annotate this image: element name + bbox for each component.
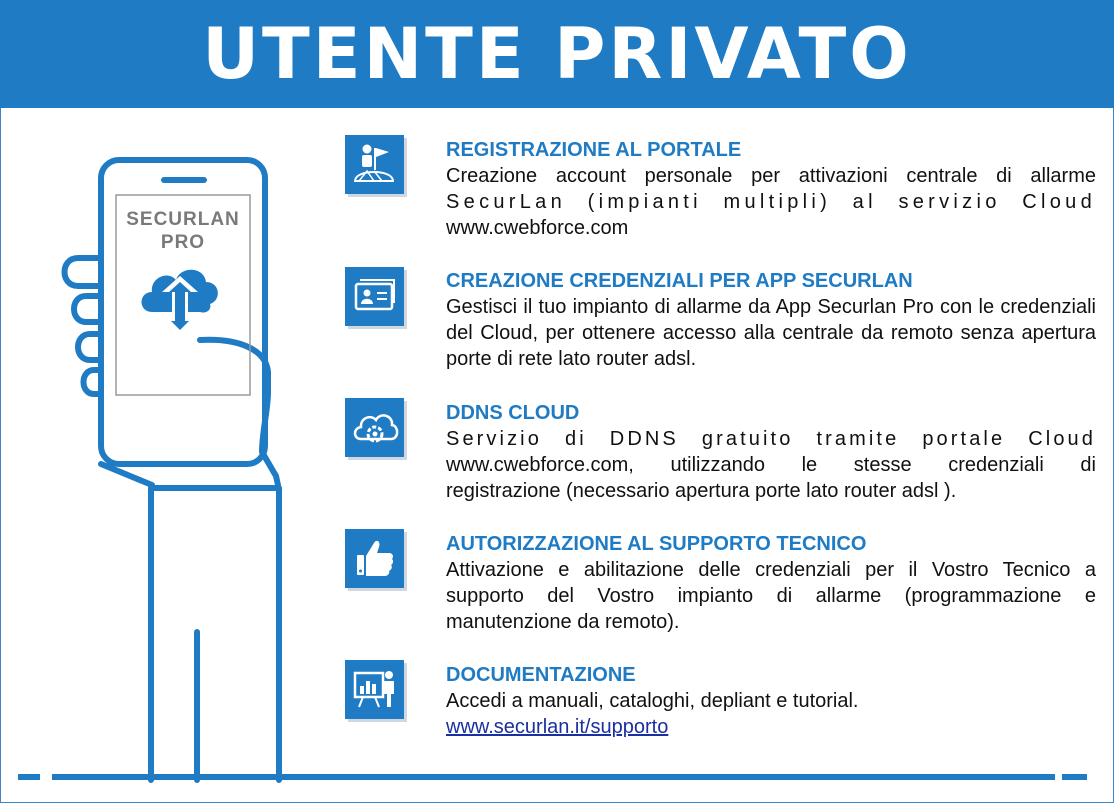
floor-line: [18, 774, 40, 780]
section-line: Servizio di DDNS gratuito tramite portale Cloud: [446, 428, 1096, 450]
supporto-link[interactable]: www.securlan.it/supporto: [446, 716, 669, 738]
cloud-upload-icon: [142, 270, 218, 334]
floor-line: [52, 774, 1055, 780]
section-line: www.cwebforce.com: [446, 217, 629, 239]
section-title: DDNS CLOUD: [446, 402, 580, 424]
user-flag-icon: [345, 135, 404, 194]
cloud-gear-icon: [345, 398, 404, 457]
header-banner: [0, 0, 1114, 108]
section-title: DOCUMENTAZIONE: [446, 664, 636, 686]
id-card-icon: [345, 267, 404, 326]
section-body: Gestisci il tuo impianto di allarme da App Securlan Pro con le credenziali del Cloud, per ottenere accesso alla centrale da remoto senza apertura porte di rete lato router adsl.: [446, 296, 1096, 370]
section-title: REGISTRAZIONE AL PORTALE: [446, 139, 742, 161]
section-line: SecurLan (impianti multipli) al servizio Cloud: [446, 191, 1096, 213]
page-title: UTENTE PRIVATO: [202, 13, 912, 95]
phone-label-line2: PRO: [160, 232, 206, 253]
section-body: Attivazione e abilitazione delle credenziali per il Vostro Tecnico a supporto del Vostro impianto di allarme (programmazione e manutenzione da remoto).: [446, 559, 1096, 633]
section-documentazione: [446, 662, 1096, 740]
section-title: AUTORIZZAZIONE AL SUPPORTO TECNICO: [446, 533, 867, 555]
floor-line: [1062, 774, 1087, 780]
section-line: Accedi a manuali, cataloghi, depliant e tutorial.: [446, 690, 859, 712]
section-line: registrazione (necessario apertura porte lato router adsl ).: [446, 480, 957, 502]
section-line: www.cwebforce.com, utilizzando le stesse credenziali di: [446, 454, 1096, 476]
phone-screen-label: [116, 208, 250, 254]
section-line: Creazione account personale per attivazioni centrale di allarme: [446, 165, 1096, 187]
section-supporto: [446, 531, 1096, 635]
section-title: CREAZIONE CREDENZIALI PER APP SECURLAN: [446, 270, 913, 292]
presentation-icon: [345, 660, 404, 719]
section-ddns: [446, 400, 1096, 504]
thumbs-up-icon: [345, 529, 404, 588]
section-registrazione: [446, 137, 1096, 241]
phone-label-line1: SECURLAN: [126, 209, 240, 230]
section-credenziali: [446, 268, 1096, 372]
